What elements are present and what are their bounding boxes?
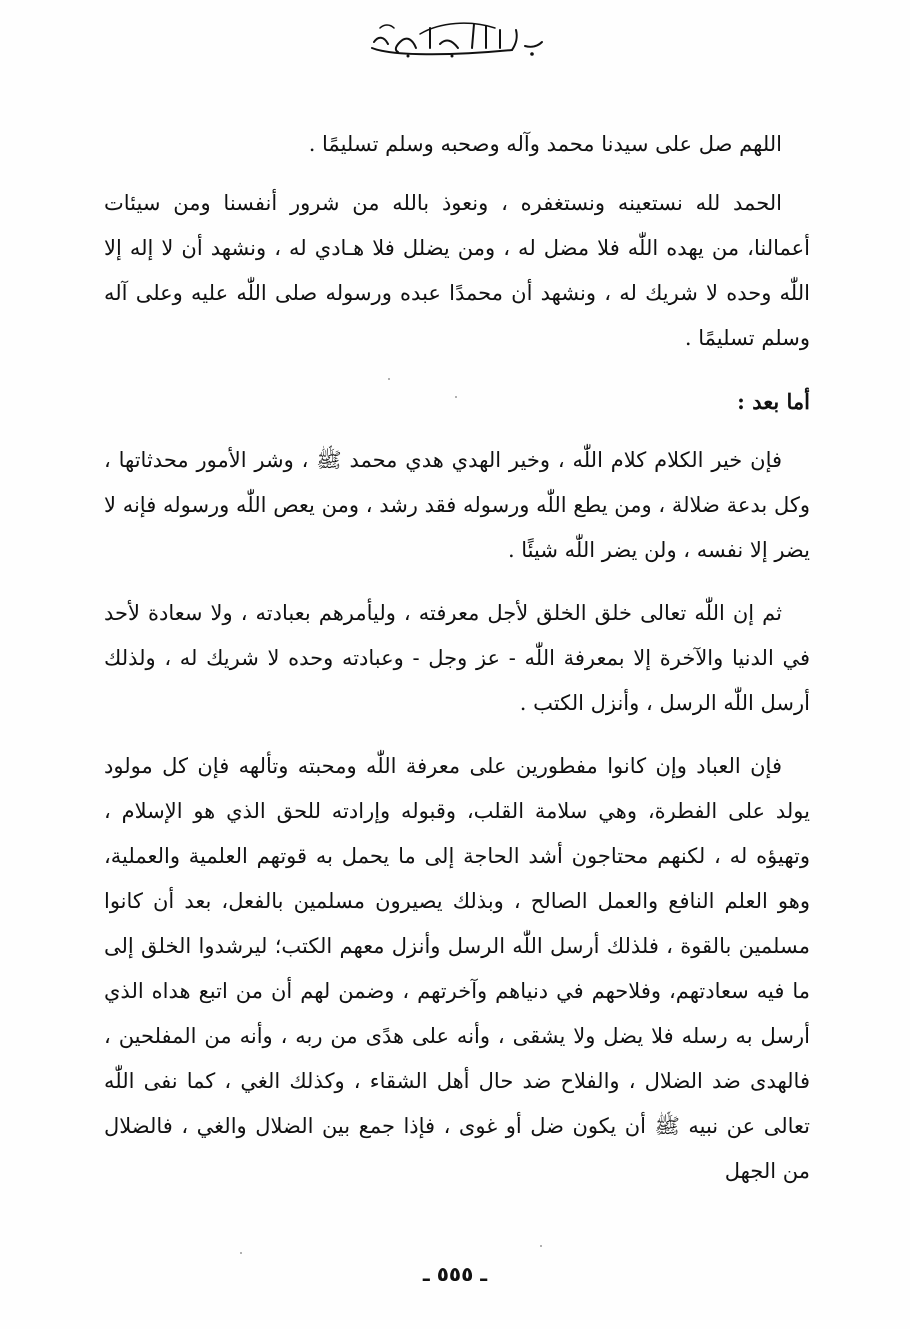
paragraph-2: ثم إن اللّٰه تعالى خلق الخلق لأجل معرفته ، وليأمرهم بعبادته ، ولا سعادة لأحد في الدنيا والآخرة إلا بمعرفة اللّٰه - عز وجل - وعبادته وحده لا شريك له ، ولذلك أرسل اللّٰه الرسل ، وأنزل الكتب . [104, 601, 810, 715]
scan-speck [240, 1252, 242, 1254]
scan-speck [455, 396, 457, 398]
opening-prayer: اللهم صل على سيدنا محمد وآله وصحبه وسلم تسليمًا . [308, 132, 782, 156]
scan-speck [540, 1245, 542, 1247]
basmala-header [0, 14, 910, 64]
scan-speck [388, 378, 390, 380]
basmala-calligraphy-icon [0, 14, 910, 64]
praise-paragraph: الحمد لله نستعينه ونستغفره ، ونعوذ بالله من شرور أنفسنا ومن سيئات أعمالنا، من يهده اللّٰه فلا مضل له ، ومن يضلل فلا هـادي له ، ونشهد أن لا إله إلا اللّٰه وحده لا شريك له ، ونشهد أن محمدًا عبده ورسوله صلى اللّٰه عليه وعلى آله وسلم تسليمًا . [104, 191, 810, 350]
main-text [104, 122, 810, 1212]
amma-bad-heading: أما بعد : [737, 389, 810, 414]
paragraph-3: فإن العباد وإن كانوا مفطورين على معرفة اللّٰه ومحبته وتألهه فإن كل مولود يولد على الفطرة، وهي سلامة القلب، وقبوله وإرادته للحق الذي هو الإسلام ، وتهيؤه له ، لكنهم محتاجون أشد الحاجة إلى ما يحمل به قوتهم العلمية والعملية، وهو العلم النافع والعمل الصالح ، وبذلك يصيرون مسلمين بالفعل، بعد أن كانوا مسلمين بالقوة ، فلذلك أرسل اللّٰه الرسل وأنزل معهم الكتب؛ ليرشدوا الخلق إلى ما فيه سعادتهم، وفلاحهم في دنياهم وآخرتهم ، وضمن لهم أن من اتبع هداه الذي أرسل به رسله فلا يضل ولا يشقى ، وأنه على هدًى من ربه ، وأنه من المفلحين ، فالهدى ضد الضلال ، والفلاح ضد حال أهل الشقاء ، وكذلك الغي ، كما نفى اللّٰه تعالى عن نبيه ﷺ أن يكون ضل أو غوى ، فإذا جمع بين الضلال والغي ، فالضلال من الجهل [104, 754, 810, 1183]
page-number: ـ ٥٥٥ ـ [422, 1262, 488, 1286]
paragraph-1: فإن خير الكلام كلام اللّٰه ، وخير الهدي هدي محمد ﷺ ، وشر الأمور محدثاتها ، وكل بدعة ضلالة ، ومن يطع اللّٰه ورسوله فقد رشد ، ومن يعص اللّٰه ورسوله فإنه لا يضر إلا نفسه ، ولن يضر اللّٰه شيئًا . [104, 448, 810, 562]
